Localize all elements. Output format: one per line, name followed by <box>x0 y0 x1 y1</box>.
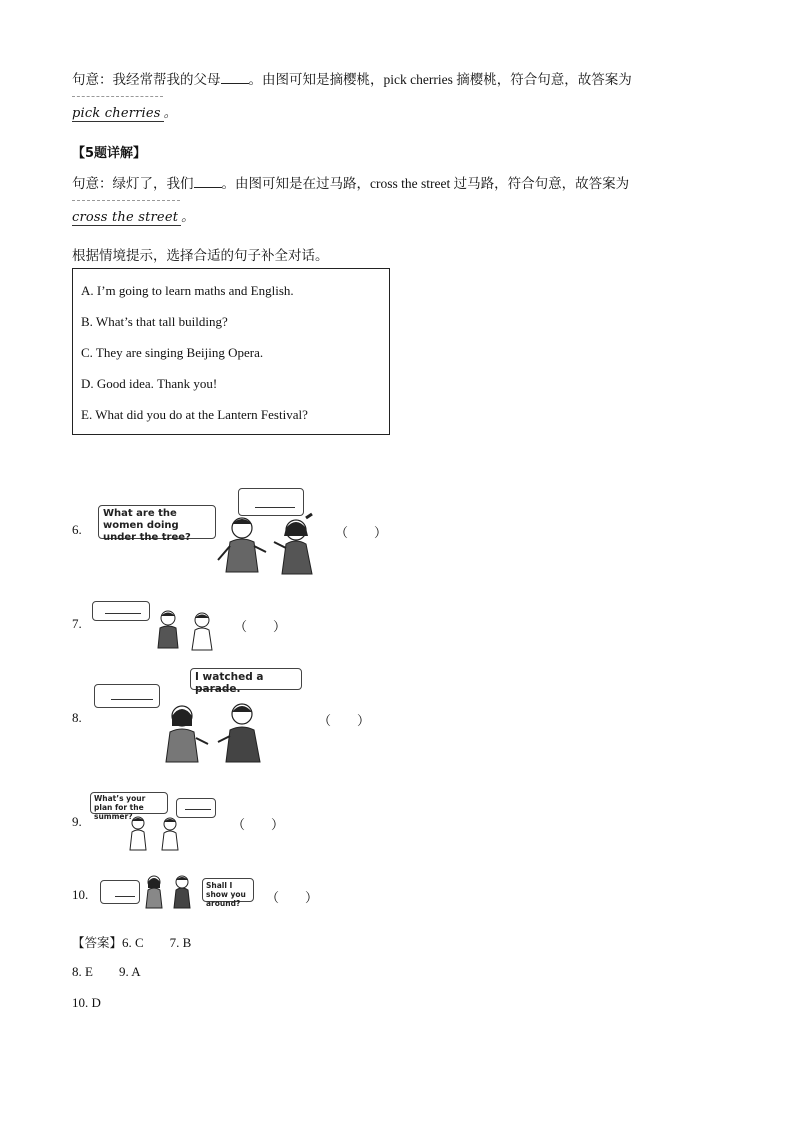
option-a: A. I’m going to learn maths and English. <box>81 283 294 298</box>
explanation-4-tail: 。由图可知是摘樱桃，pick cherries 摘樱桃，符合句意，故答案为 <box>248 72 632 87</box>
answers-line-2: 8. E 9. A <box>72 964 141 979</box>
answer-4-text: pick cherries <box>72 106 164 122</box>
question-10-bubble-text: Shall I show you around? <box>206 881 246 908</box>
option-c: C. They are singing Beijing Opera. <box>81 345 264 360</box>
option-b: B. What’s that tall building? <box>81 314 228 329</box>
option-d: D. Good idea. Thank you! <box>81 376 218 391</box>
explanation-4-line <box>72 68 632 88</box>
question-10-illustration <box>142 874 198 910</box>
explanation-4-text: 句意：我经常帮我的父母 <box>72 72 221 87</box>
question-9-answer-paren: （ ） <box>232 817 285 832</box>
explanation-5-line <box>72 172 629 192</box>
question-9-illustration <box>124 814 194 854</box>
blank-line <box>221 83 249 84</box>
answer-5-text: cross the street <box>72 210 181 226</box>
answers-line-3: 10. D <box>72 995 101 1010</box>
answers-line-1 <box>72 933 191 951</box>
section-5-heading: 【5题详解】 <box>72 146 147 161</box>
question-9-speech-bubble <box>90 792 168 821</box>
question-7-empty-bubble <box>92 601 150 621</box>
question-10-number: 10. <box>72 887 89 902</box>
answer-handwriting-4 <box>72 102 177 121</box>
question-7-number: 7. <box>72 616 82 631</box>
period: 。 <box>163 106 177 121</box>
instruction-text: 根据情境提示，选择合适的句子补全对话。 <box>72 248 329 263</box>
question-10-empty-bubble <box>100 880 140 904</box>
answer-handwriting-5 <box>72 206 194 225</box>
question-8-empty-bubble <box>94 684 160 708</box>
answers-6-7: 6. C 7. B <box>122 935 192 950</box>
explanation-5-text: 句意：绿灯了，我们 <box>72 176 194 191</box>
question-9-bubble-text: What’s your plan for the summer? <box>94 794 146 821</box>
question-8-number: 8. <box>72 710 82 725</box>
options-box <box>72 268 390 435</box>
question-6-illustration <box>212 512 332 582</box>
question-6-bubble-text: What are the women doing under the tree? <box>103 508 191 543</box>
option-e: E. What did you do at the Lantern Festival? <box>81 407 308 422</box>
question-6-speech-bubble <box>98 505 216 543</box>
question-8-illustration <box>160 700 270 766</box>
question-7-answer-paren: （ ） <box>234 619 287 634</box>
question-8-bubble-text: I watched a parade. <box>195 671 264 695</box>
question-6-answer-paren: （ ） <box>335 525 388 540</box>
question-10-answer-paren: （ ） <box>266 890 319 905</box>
question-8-answer-paren: （ ） <box>318 713 371 728</box>
question-9-number: 9. <box>72 814 82 829</box>
answers-label: 【答案】 <box>72 935 123 950</box>
question-10-speech-bubble <box>202 878 254 908</box>
explanation-5-tail: 。由图可知是在过马路，cross the street 过马路，符合句意，故答案为 <box>221 176 630 191</box>
question-8-speech-bubble <box>190 668 302 695</box>
question-7-illustration <box>150 608 220 652</box>
question-6-number: 6. <box>72 522 82 537</box>
blank-line <box>194 187 222 188</box>
period: 。 <box>181 210 195 225</box>
